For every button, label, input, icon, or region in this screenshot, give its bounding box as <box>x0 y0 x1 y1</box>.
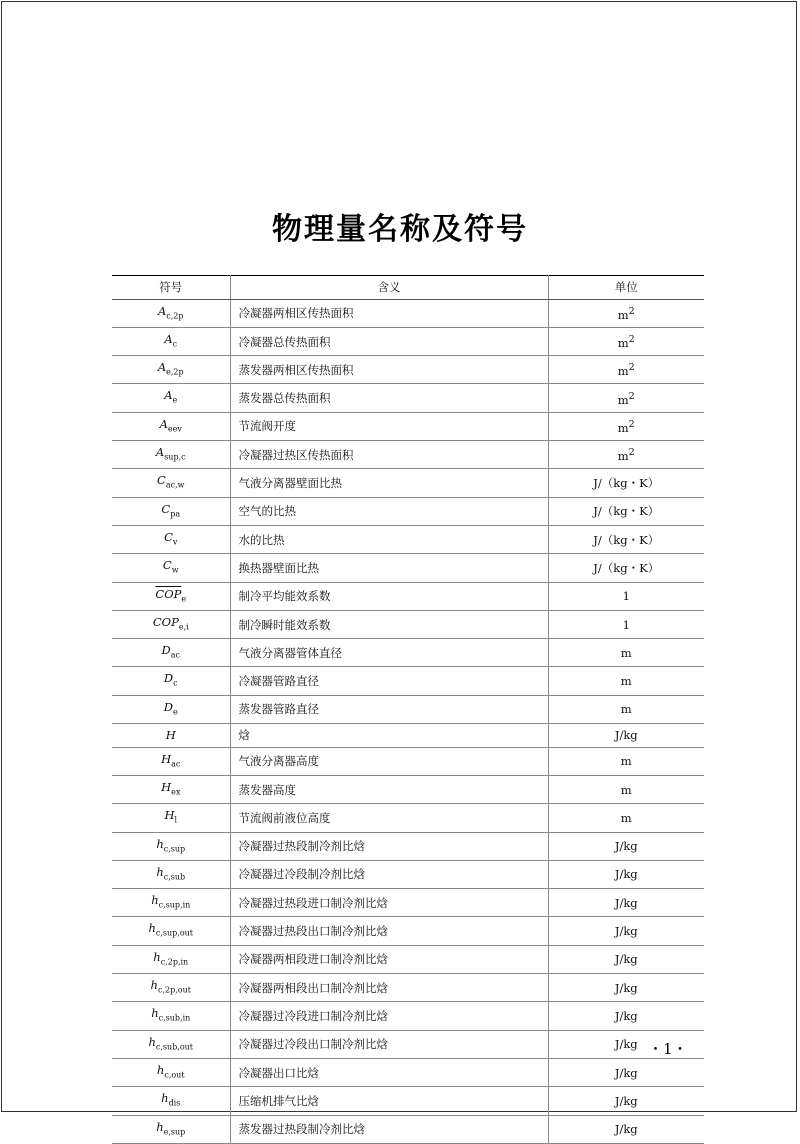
unit-superscript: 2 <box>628 390 635 402</box>
symbol-cell <box>112 775 230 803</box>
unit-cell <box>548 1002 704 1030</box>
table-header <box>112 276 704 300</box>
symbol-subscript: e,2p <box>166 367 184 377</box>
meaning-cell: 冷凝器过冷段进口制冷剂比焓 <box>230 1002 548 1030</box>
unit-cell <box>548 1087 704 1115</box>
unit-text: J/（kg・K） <box>593 504 660 519</box>
unit-text: J/kg <box>614 728 638 743</box>
table-row <box>112 610 704 638</box>
unit-text: m <box>620 702 632 717</box>
symbol-cell <box>112 667 230 695</box>
meaning-cell: 冷凝器两相区传热面积 <box>230 299 548 327</box>
symbol-subscript: sup,c <box>164 452 186 462</box>
unit-cell <box>548 804 704 832</box>
symbol-main: C <box>164 529 173 544</box>
symbol-cell <box>112 384 230 412</box>
unit-text: J/kg <box>614 895 638 910</box>
table-row <box>112 554 704 582</box>
meaning-cell: 气液分离器高度 <box>230 747 548 775</box>
symbol-cell <box>112 554 230 582</box>
symbol-subscript: c,2p,out <box>157 985 191 995</box>
symbol-subscript: e <box>181 593 187 603</box>
meaning-cell: 蒸发器管路直径 <box>230 695 548 723</box>
unit-text: m <box>617 364 629 379</box>
unit-text: m <box>617 307 629 322</box>
symbol-main: C <box>161 501 171 516</box>
symbol-cell <box>112 610 230 638</box>
meaning-cell: 气液分离器壁面比热 <box>230 469 548 497</box>
table-row <box>112 469 704 497</box>
symbol-cell <box>112 1030 230 1058</box>
symbol-subscript: c,out <box>164 1070 185 1080</box>
unit-text: J/（kg・K） <box>593 560 660 575</box>
symbol-cell <box>112 412 230 440</box>
symbol-cell <box>112 832 230 860</box>
meaning-cell: 气液分离器管体直径 <box>230 639 548 667</box>
symbol-subscript: e,i <box>178 622 189 632</box>
unit-cell <box>548 860 704 888</box>
symbol-cell <box>112 525 230 553</box>
symbol-main: h <box>153 949 161 964</box>
unit-superscript: 2 <box>628 362 635 374</box>
symbol-main: COP <box>152 614 179 629</box>
unit-text: m <box>617 335 629 350</box>
meaning-cell: 蒸发器高度 <box>230 775 548 803</box>
symbol-cell <box>112 1058 230 1086</box>
symbol-cell <box>112 945 230 973</box>
unit-cell <box>548 497 704 525</box>
meaning-cell: 蒸发器两相区传热面积 <box>230 356 548 384</box>
meaning-cell: 冷凝器总传热面积 <box>230 327 548 355</box>
symbol-subscript: e <box>173 707 178 717</box>
meaning-cell: 冷凝器出口比焓 <box>230 1058 548 1086</box>
table-row <box>112 384 704 412</box>
header-symbol: 符号 <box>112 276 230 300</box>
unit-cell <box>548 525 704 553</box>
meaning-cell: 冷凝器两相段出口制冷剂比焓 <box>230 974 548 1002</box>
symbol-main: h <box>151 893 159 908</box>
symbol-cell <box>112 1087 230 1115</box>
symbol-main: A <box>155 445 165 460</box>
meaning-cell: 水的比热 <box>230 525 548 553</box>
symbol-cell <box>112 974 230 1002</box>
table-row <box>112 695 704 723</box>
symbol-subscript: c,sub,in <box>158 1013 191 1023</box>
symbol-subscript: c <box>172 339 178 349</box>
unit-cell <box>548 441 704 469</box>
symbol-main: A <box>157 360 167 375</box>
unit-cell <box>548 1058 704 1086</box>
unit-text: J/kg <box>614 980 638 995</box>
meaning-cell: 节流阀开度 <box>230 412 548 440</box>
unit-cell <box>548 889 704 917</box>
meaning-cell: 冷凝器过热段制冷剂比焓 <box>230 832 548 860</box>
unit-superscript: 2 <box>628 305 635 317</box>
meaning-cell: 冷凝器管路直径 <box>230 667 548 695</box>
symbol-subscript: c <box>173 678 178 688</box>
unit-text: m <box>620 674 632 689</box>
symbol-main: A <box>164 388 173 403</box>
symbol-subscript: c,sup,in <box>158 900 191 910</box>
meaning-cell: 节流阀前液位高度 <box>230 804 548 832</box>
unit-text: m <box>620 645 632 660</box>
symbol-subscript: c,2p <box>166 310 184 320</box>
symbol-subscript: c,sub <box>163 872 186 882</box>
symbol-cell <box>112 724 230 748</box>
symbol-subscript: ac <box>171 758 181 768</box>
symbol-cell <box>112 1115 230 1143</box>
symbol-subscript: ex <box>171 787 181 797</box>
unit-superscript: 2 <box>628 334 635 346</box>
unit-text: J/kg <box>614 1065 638 1080</box>
header-meaning: 含义 <box>230 276 548 300</box>
symbol-subscript: pa <box>170 508 181 518</box>
table-row <box>112 299 704 327</box>
unit-cell <box>548 775 704 803</box>
symbol-main: h <box>156 1119 164 1134</box>
table-row <box>112 804 704 832</box>
symbol-cell <box>112 469 230 497</box>
meaning-cell: 换热器壁面比热 <box>230 554 548 582</box>
symbol-cell <box>112 695 230 723</box>
unit-text: m <box>617 392 629 407</box>
meaning-cell: 冷凝器过冷段制冷剂比焓 <box>230 860 548 888</box>
table-row <box>112 860 704 888</box>
meaning-cell: 蒸发器过热段制冷剂比焓 <box>230 1115 548 1143</box>
table-row <box>112 639 704 667</box>
symbol-main: H <box>164 808 175 823</box>
unit-cell <box>548 299 704 327</box>
table-row <box>112 1002 704 1030</box>
unit-text: 1 <box>622 617 630 632</box>
symbol-cell <box>112 889 230 917</box>
unit-cell <box>548 582 704 610</box>
meaning-cell: 制冷瞬时能效系数 <box>230 610 548 638</box>
symbol-subscript: v <box>172 537 178 547</box>
symbol-main: C <box>157 473 166 488</box>
symbol-main: A <box>164 331 173 346</box>
unit-text: m <box>617 449 629 464</box>
unit-cell <box>548 747 704 775</box>
symbol-subscript: e <box>172 395 178 405</box>
table-body <box>112 299 704 1143</box>
unit-text: J/kg <box>614 1122 638 1137</box>
unit-cell <box>548 554 704 582</box>
symbol-subscript: c,sup <box>163 843 186 853</box>
symbol-main: h <box>156 836 164 851</box>
symbol-main: D <box>163 699 173 714</box>
symbol-subscript: l <box>174 815 178 825</box>
meaning-cell: 冷凝器过冷段出口制冷剂比焓 <box>230 1030 548 1058</box>
unit-text: 1 <box>622 589 630 604</box>
symbol-subscript: w <box>171 565 179 575</box>
meaning-cell: 蒸发器总传热面积 <box>230 384 548 412</box>
table-row <box>112 1115 704 1143</box>
table-row <box>112 356 704 384</box>
unit-text: J/kg <box>614 839 638 854</box>
symbol-subscript: dis <box>168 1098 181 1108</box>
symbol-cell <box>112 582 230 610</box>
symbol-main: D <box>163 671 174 686</box>
meaning-cell: 空气的比热 <box>230 497 548 525</box>
symbol-cell <box>112 497 230 525</box>
table-row <box>112 832 704 860</box>
table-row <box>112 497 704 525</box>
table-row <box>112 441 704 469</box>
table-row <box>112 1030 704 1058</box>
unit-cell <box>548 1115 704 1143</box>
symbol-main: H <box>161 779 172 794</box>
symbol-main: H <box>165 728 176 743</box>
unit-cell <box>548 974 704 1002</box>
symbol-subscript: ac,w <box>165 480 185 490</box>
unit-cell <box>548 384 704 412</box>
symbol-cell <box>112 747 230 775</box>
unit-text: J/（kg・K） <box>593 532 660 547</box>
unit-cell <box>548 412 704 440</box>
meaning-cell: 冷凝器过热区传热面积 <box>230 441 548 469</box>
page-title: 物理量名称及符号 <box>272 212 528 248</box>
symbol-cell <box>112 639 230 667</box>
symbol-main: h <box>156 1062 165 1077</box>
symbol-main: h <box>161 1091 169 1106</box>
header-unit: 单位 <box>548 276 704 300</box>
table-row <box>112 747 704 775</box>
symbol-main: C <box>162 558 172 573</box>
unit-text: J/kg <box>614 952 638 967</box>
table-row <box>112 667 704 695</box>
symbol-subscript: eev <box>167 424 182 434</box>
table-row <box>112 775 704 803</box>
unit-text: J/kg <box>614 1093 638 1108</box>
page-number: ・1・ <box>648 1040 688 1058</box>
symbol-subscript: e,sup <box>163 1126 186 1136</box>
unit-text: m <box>620 782 632 797</box>
symbol-cell <box>112 327 230 355</box>
symbol-main: h <box>156 864 164 879</box>
unit-cell <box>548 356 704 384</box>
header-row <box>112 276 704 300</box>
meaning-cell: 制冷平均能效系数 <box>230 582 548 610</box>
symbol-main: H <box>161 751 172 766</box>
table-row <box>112 1087 704 1115</box>
unit-text: m <box>620 754 632 769</box>
unit-superscript: 2 <box>628 447 635 459</box>
unit-cell <box>548 667 704 695</box>
symbol-cell <box>112 804 230 832</box>
unit-cell <box>548 832 704 860</box>
unit-cell <box>548 724 704 748</box>
meaning-cell: 冷凝器过热段出口制冷剂比焓 <box>230 917 548 945</box>
symbol-main: h <box>148 1034 156 1049</box>
unit-cell <box>548 327 704 355</box>
symbol-subscript: c,2p,in <box>160 957 189 967</box>
table-row <box>112 724 704 748</box>
unit-cell <box>548 945 704 973</box>
meaning-cell: 焓 <box>230 724 548 748</box>
symbol-main: h <box>150 978 158 993</box>
unit-cell <box>548 917 704 945</box>
table-row <box>112 327 704 355</box>
unit-superscript: 2 <box>628 419 635 431</box>
unit-cell <box>548 610 704 638</box>
symbol-cell <box>112 441 230 469</box>
symbol-subscript: c,sub,out <box>155 1041 194 1051</box>
unit-cell <box>548 469 704 497</box>
table-row <box>112 412 704 440</box>
unit-text: J/kg <box>614 924 638 939</box>
symbol-subscript: ac <box>170 650 180 660</box>
symbol-main: $\overline{COP}$ <box>155 586 182 601</box>
table-row <box>112 1058 704 1086</box>
table-row <box>112 525 704 553</box>
symbol-main: h <box>151 1006 159 1021</box>
unit-cell <box>548 695 704 723</box>
symbol-cell <box>112 917 230 945</box>
symbol-main: A <box>157 303 167 318</box>
table-row <box>112 945 704 973</box>
table-row <box>112 917 704 945</box>
table-row <box>112 582 704 610</box>
unit-text: J/（kg・K） <box>593 476 660 491</box>
table-row <box>112 974 704 1002</box>
symbol-main: D <box>161 643 171 658</box>
unit-text: J/kg <box>614 1008 638 1023</box>
unit-text: m <box>620 810 632 825</box>
table-row <box>112 889 704 917</box>
unit-text: m <box>617 420 629 435</box>
symbol-table <box>112 275 704 1144</box>
symbol-cell <box>112 356 230 384</box>
unit-text: J/kg <box>614 1037 638 1052</box>
meaning-cell: 压缩机排气比焓 <box>230 1087 548 1115</box>
symbol-main: A <box>159 416 168 431</box>
symbol-cell <box>112 860 230 888</box>
unit-cell <box>548 639 704 667</box>
symbol-main: h <box>148 921 156 936</box>
unit-text: J/kg <box>614 867 638 882</box>
meaning-cell: 冷凝器过热段进口制冷剂比焓 <box>230 889 548 917</box>
meaning-cell: 冷凝器两相段进口制冷剂比焓 <box>230 945 548 973</box>
symbol-cell <box>112 1002 230 1030</box>
symbol-subscript: c,sup,out <box>155 928 194 938</box>
symbol-cell <box>112 299 230 327</box>
